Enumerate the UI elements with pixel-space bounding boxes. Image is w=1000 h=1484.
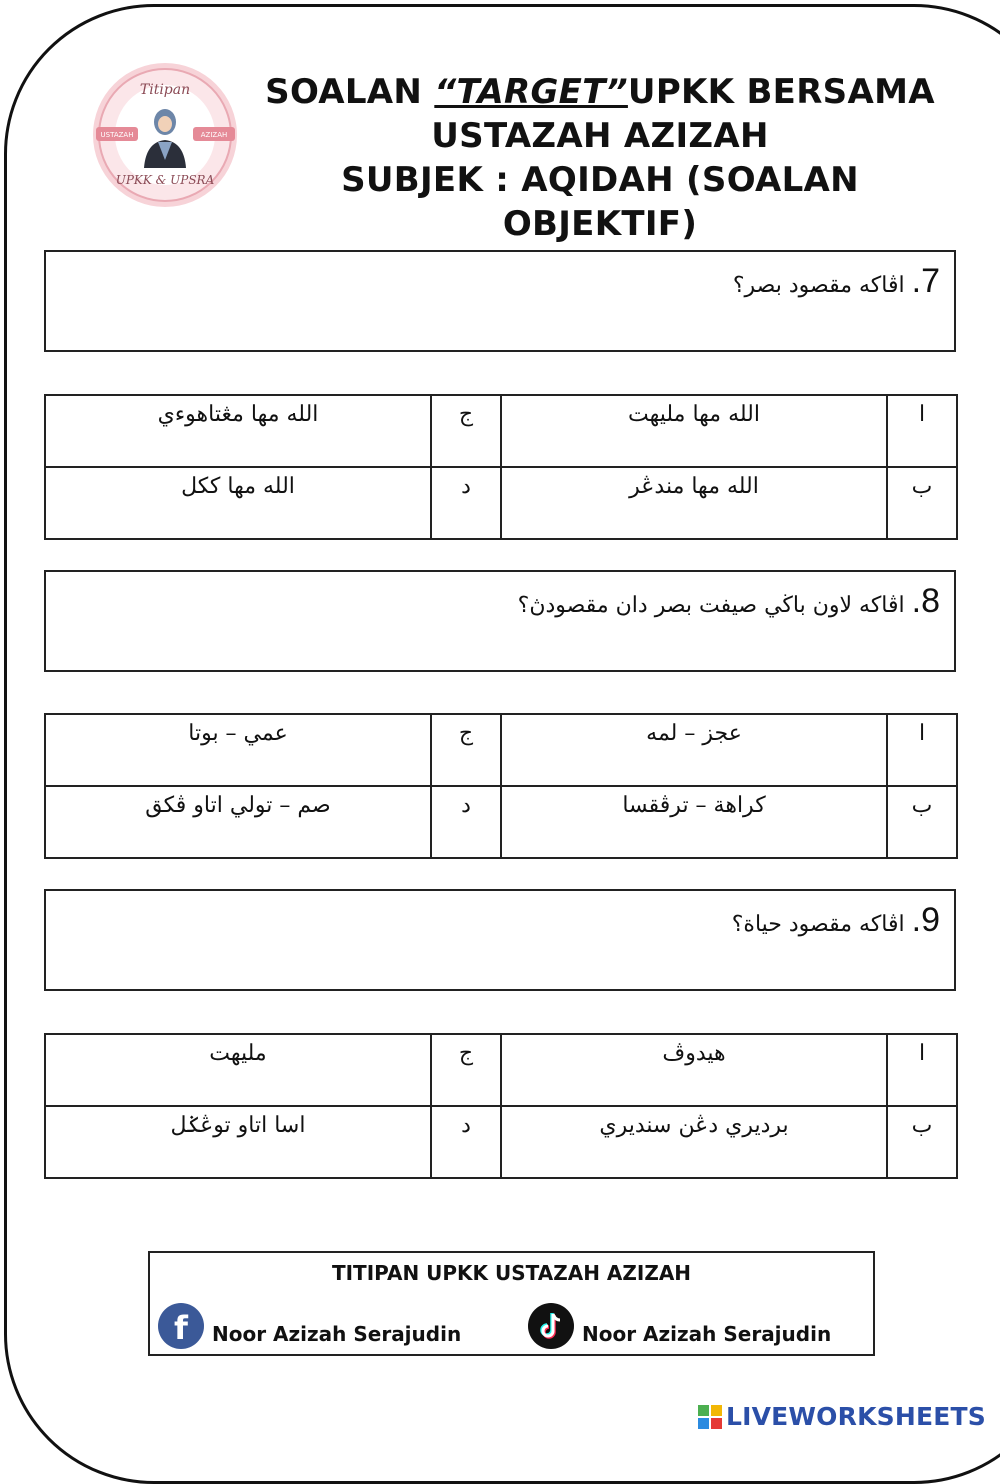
option-c-label: ج <box>431 1034 501 1106</box>
question-7-options <box>44 394 958 540</box>
logo-text-right: AZIZAH <box>200 131 228 139</box>
question-9-box <box>44 889 956 991</box>
tiktok-icon <box>528 1303 574 1349</box>
option-d-label: د <box>431 467 501 539</box>
option-b-label: ب <box>887 1106 957 1178</box>
option-c-text[interactable]: الله مها مڠتاهوءي <box>45 395 431 467</box>
title-line-1: SOALAN “TARGET”UPKK BERSAMA <box>265 72 935 112</box>
question-7-text: 7. اڤاكه مقصود بصر؟ <box>732 262 940 300</box>
liveworksheets-brand <box>698 1402 986 1431</box>
page-title <box>250 70 950 246</box>
option-c-label: ج <box>431 395 501 467</box>
titipan-logo <box>88 60 243 210</box>
option-b-label: ب <box>887 786 957 858</box>
facebook-name: Noor Azizah Serajudin <box>212 1322 462 1346</box>
option-d-text[interactable]: الله مها ككل <box>45 467 431 539</box>
svg-text:f: f <box>174 1309 188 1347</box>
option-d-label: د <box>431 1106 501 1178</box>
tiktok-contact <box>528 1303 831 1349</box>
logo-text-bottom: UPKK & UPSRA <box>115 173 215 187</box>
options-row <box>45 714 957 786</box>
option-a-text[interactable]: الله مها مليهت <box>501 395 887 467</box>
liveworksheets-text: LIVEWORKSHEETS <box>725 1402 986 1431</box>
options-row <box>45 1034 957 1106</box>
option-a-text[interactable]: هيدوڤ <box>501 1034 887 1106</box>
question-9-text: 9. اڤاكه مقصود حياة؟ <box>731 901 940 939</box>
option-b-text[interactable]: برديري دڠن سنديري <box>501 1106 887 1178</box>
question-7-box <box>44 250 956 352</box>
question-8-text: 8. اڤاكه لاون باڬي صيفت بصر دان مقصودڽ؟ <box>517 582 940 620</box>
option-a-label: ا <box>887 714 957 786</box>
option-c-label: ج <box>431 714 501 786</box>
question-8-options <box>44 713 958 859</box>
option-a-label: ا <box>887 395 957 467</box>
question-8-box <box>44 570 956 672</box>
option-d-text[interactable]: صم – تولي اتاو ڤكق <box>45 786 431 858</box>
footer-box <box>148 1251 875 1356</box>
options-row <box>45 1106 957 1178</box>
option-b-text[interactable]: كراهة – ترڤقسا <box>501 786 887 858</box>
option-c-text[interactable]: مليهت <box>45 1034 431 1106</box>
option-d-text[interactable]: اسا اتاو توڠݢل <box>45 1106 431 1178</box>
options-row <box>45 467 957 539</box>
tiktok-name: Noor Azizah Serajudin <box>582 1322 832 1346</box>
option-b-label: ب <box>887 467 957 539</box>
option-b-text[interactable]: الله مها مندڠر <box>501 467 887 539</box>
title-line-2: USTAZAH AZIZAH <box>431 116 769 156</box>
option-d-label: د <box>431 786 501 858</box>
logo-text-top: Titipan <box>139 82 191 98</box>
title-line-3: SUBJEK : AQIDAH (SOALAN OBJEKTIF) <box>341 160 859 244</box>
options-row <box>45 786 957 858</box>
liveworksheets-logo-icon <box>698 1405 722 1429</box>
question-9-options <box>44 1033 958 1179</box>
logo-text-left: USTAZAH <box>100 131 134 139</box>
footer-title: TITIPAN UPKK USTAZAH AZIZAH <box>331 1261 692 1285</box>
facebook-contact <box>158 1303 461 1349</box>
option-c-text[interactable]: عمي – بوتا <box>45 714 431 786</box>
options-row <box>45 395 957 467</box>
facebook-icon <box>158 1303 204 1349</box>
option-a-label: ا <box>887 1034 957 1106</box>
option-a-text[interactable]: عجز – لمه <box>501 714 887 786</box>
